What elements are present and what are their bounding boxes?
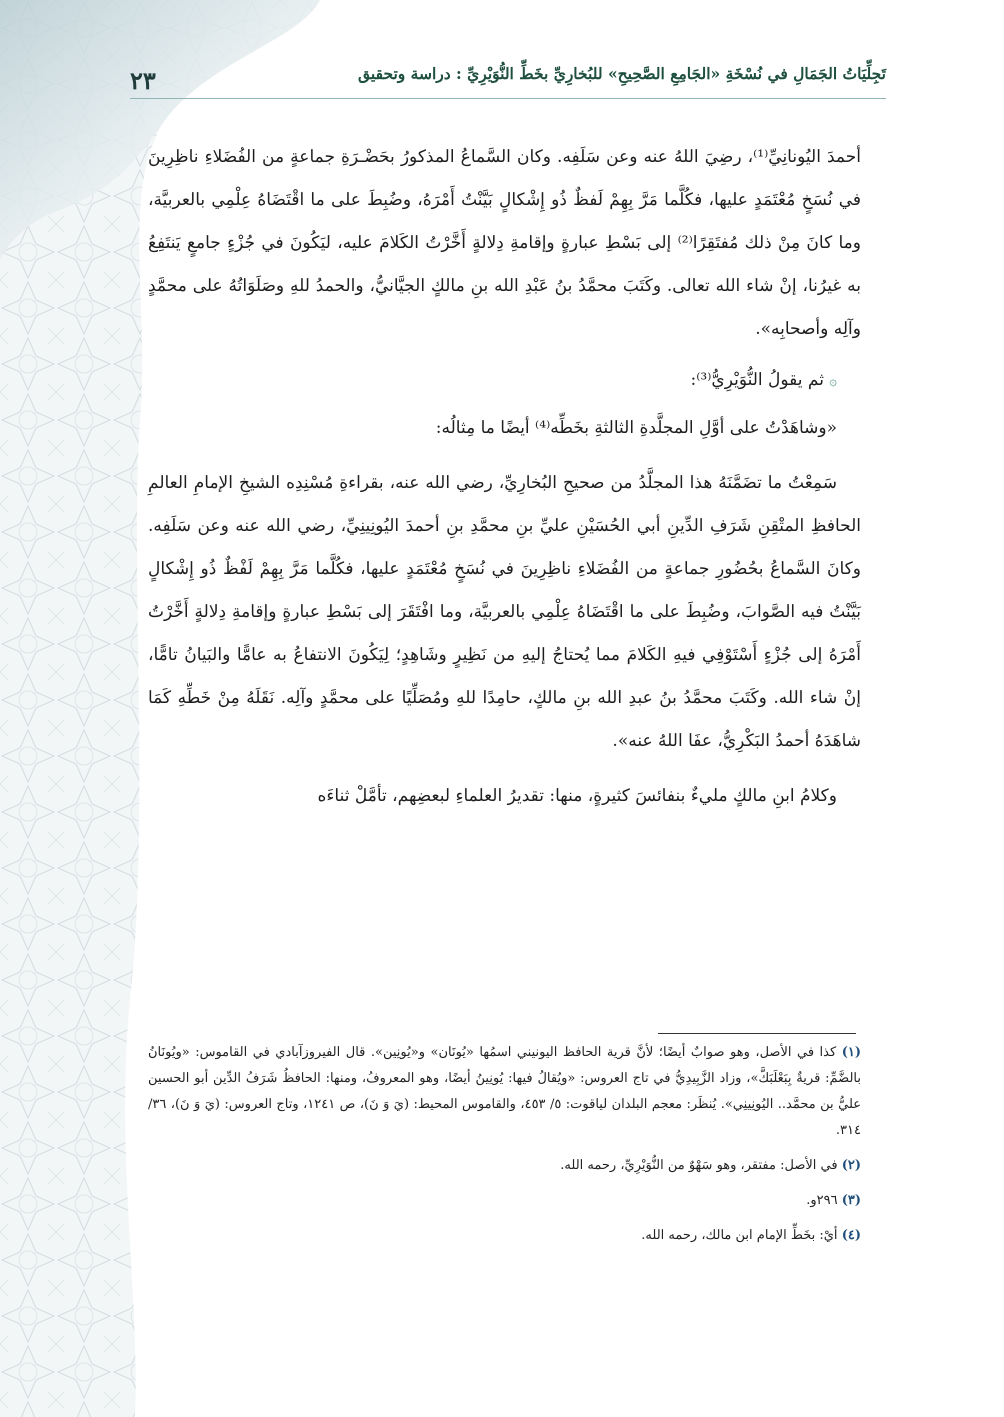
- footnote-4: [148, 1223, 861, 1249]
- paragraph-continuation: أحمدَ اليُونانِيِّ⁽¹⁾، رضِيَ اللهُ عنه وعن سَلَفِه. وكان السَّماعُ المذكورُ بحَضْـرَةِ جماعةٍ من الفُضَلاءِ ناظِرِينَ في نُسَخٍ مُعْتَمَدٍ عليها، فكُلَّما مَرَّ بِهِمْ لَفظٌ ذُو إِشْكالٍ بَيَّنْتُ أَمْرَهُ، وضُبِطَ على ما اقْتَضَاهُ عِلْمِي بالعربيَّة، وما كانَ مِنْ ذلك مُفتَقِرًا⁽²⁾ إلى بَسْطِ عبارةٍ وإقامةِ دِلالةٍ أَخَّرْتُ الكَلامَ عليه، ليَكُونَ في جُزْءٍ جامعٍ يَنتَفِعُ به غيرُنا، إنْ شاء الله تعالى. وكَتَبَ محمَّدُ بنُ عَبْدِ الله بنِ مالكٍ الجيَّانيُّ، والحمدُ للهِ وصَلَوَاتُهُ على محمَّدٍ وآلِه وأصحابِه».: [148, 147, 861, 339]
- page-number: ٢٣: [130, 66, 156, 95]
- footnotes: [148, 1040, 861, 1258]
- footnote-divider: [658, 1033, 856, 1034]
- section-heading: [148, 359, 861, 403]
- footnote-number: (٤): [841, 1228, 861, 1243]
- section-heading-text: ثم يقولُ النُّوَيْرِيُّ⁽³⁾:: [690, 370, 824, 390]
- main-text: [148, 136, 861, 818]
- footnote-number: (٢): [841, 1158, 861, 1173]
- page-header: [130, 60, 886, 100]
- footnote-1: [148, 1040, 861, 1144]
- footnote-text: كذا في الأصل، وهو صوابٌ أيضًا؛ لأنَّ قرية الحافظ اليونيني اسمُها «يُونَان» و«يُونِين». قال الفيروزآبادي في القاموس: «ويُونَانُ بالضَّمِّ: قريةٌ بِبَعْلَبَكَّ»، وزاد الزَّبِيدِيُّ في تاج العروس: «ويُقالُ فيها: يُونِينُ أيضًا، وهو المعروفُ، ومنها: الحافظُ شَرَفُ الدِّين أبو الحسين عليُّ بن محمَّد.. اليُونِينِي». يُنظَر: معجم البلدان لياقوت: ٥/ ٤٥٣، والقاموس المحيط: (يَ وَ نَ)، ص ١٢٤١، وتاج العروس: (يَ وَ نَ)، ٣٦/ ٣١٤.: [148, 1045, 862, 1138]
- quote-introduction: «وشاهَدْتُ على أوَّلِ المجلَّدةِ الثالثةِ بخَطِّه⁽⁴⁾ أيضًا ما مِثالُه:: [435, 418, 837, 438]
- header-divider: [130, 98, 886, 99]
- footnote-text: ٢٩٦و.: [806, 1193, 838, 1208]
- footnote-text: في الأصل: مفتقر، وهو سَهْوٌ من النُّوَيْرِيِّ، رحمه الله.: [560, 1158, 838, 1173]
- ornament-marker-icon: ۞: [829, 374, 837, 389]
- footnote-text: أيْ: بخَطِّ الإمام ابن مالك، رحمه الله.: [641, 1228, 838, 1243]
- closing-paragraph: وكلامُ ابنِ مالكٍ مليءٌ بنفائسَ كثيرةٍ، منها: تقديرُ العلماءِ لبعضِهم، تأمَّلْ ثناءَه: [317, 786, 837, 806]
- footnote-number: (١): [841, 1045, 861, 1060]
- footnote-3: [148, 1188, 861, 1214]
- quoted-paragraph: سَمِعْتُ ما تضَمَّنَهُ هذا المجلَّدُ من صحيحِ البُخارِيِّ، رضي الله عنه، بقراءةِ مُسْنِدِه الشيخِ الإمامِ العالمِ الحافظِ المتْقِنِ شَرَفِ الدِّينِ أبي الحُسَيْنِ عليِّ بنِ محمَّدِ بنِ أحمدَ اليُونِينِيِّ، رضي الله عنه وعن سَلَفِه. وكانَ السَّماعُ بحُضُورِ جماعةٍ من الفُضَلاءِ ناظِرِينَ في نُسَخٍ مُعْتَمَدٍ عليها، فكُلَّما مَرَّ بِهِمْ لَفْظٌ ذُو إِشْكالٍ بَيَّنْتُ فيه الصَّوابَ، وضُبِطَ على ما اقْتَضَاهُ عِلْمِي بالعربيَّة، وما افْتَقَرَ إلى بَسْطِ عبارةٍ وإقامةِ دِلالةٍ أَخَّرْتُ أَمْرَهُ إلى جُزْءٍ أَسْتَوْفِي فيهِ الكَلامَ مما يُحتاجُ إليهِ من نَظِيرٍ وشَاهِدٍ؛ لِيَكُونَ الانتفاعُ به عامًّا والبَيانُ تامًّا، إنْ شاء الله. وكَتَبَ محمَّدُ بنُ عبدِ الله بنِ مالكٍ، حامِدًا للهِ ومُصَلِّيًا على محمَّدٍ وآلِه. نَقَلَهُ مِنْ خَطِّهِ كَمَا شاهَدَهُ أحمدُ البَكْرِيُّ، عفَا اللهُ عنه».: [148, 473, 861, 751]
- footnote-number: (٣): [841, 1193, 861, 1208]
- running-header-title: تَجِلِّيَاتُ الجَمَالِ في نُسْخَةِ «الجَامِعِ الصَّحِيحِ» للبُخارِيِّ بخَطِّ النُّوَيْرِيِّ : دراسة وتحقيق: [358, 64, 886, 83]
- footnote-2: [148, 1153, 861, 1179]
